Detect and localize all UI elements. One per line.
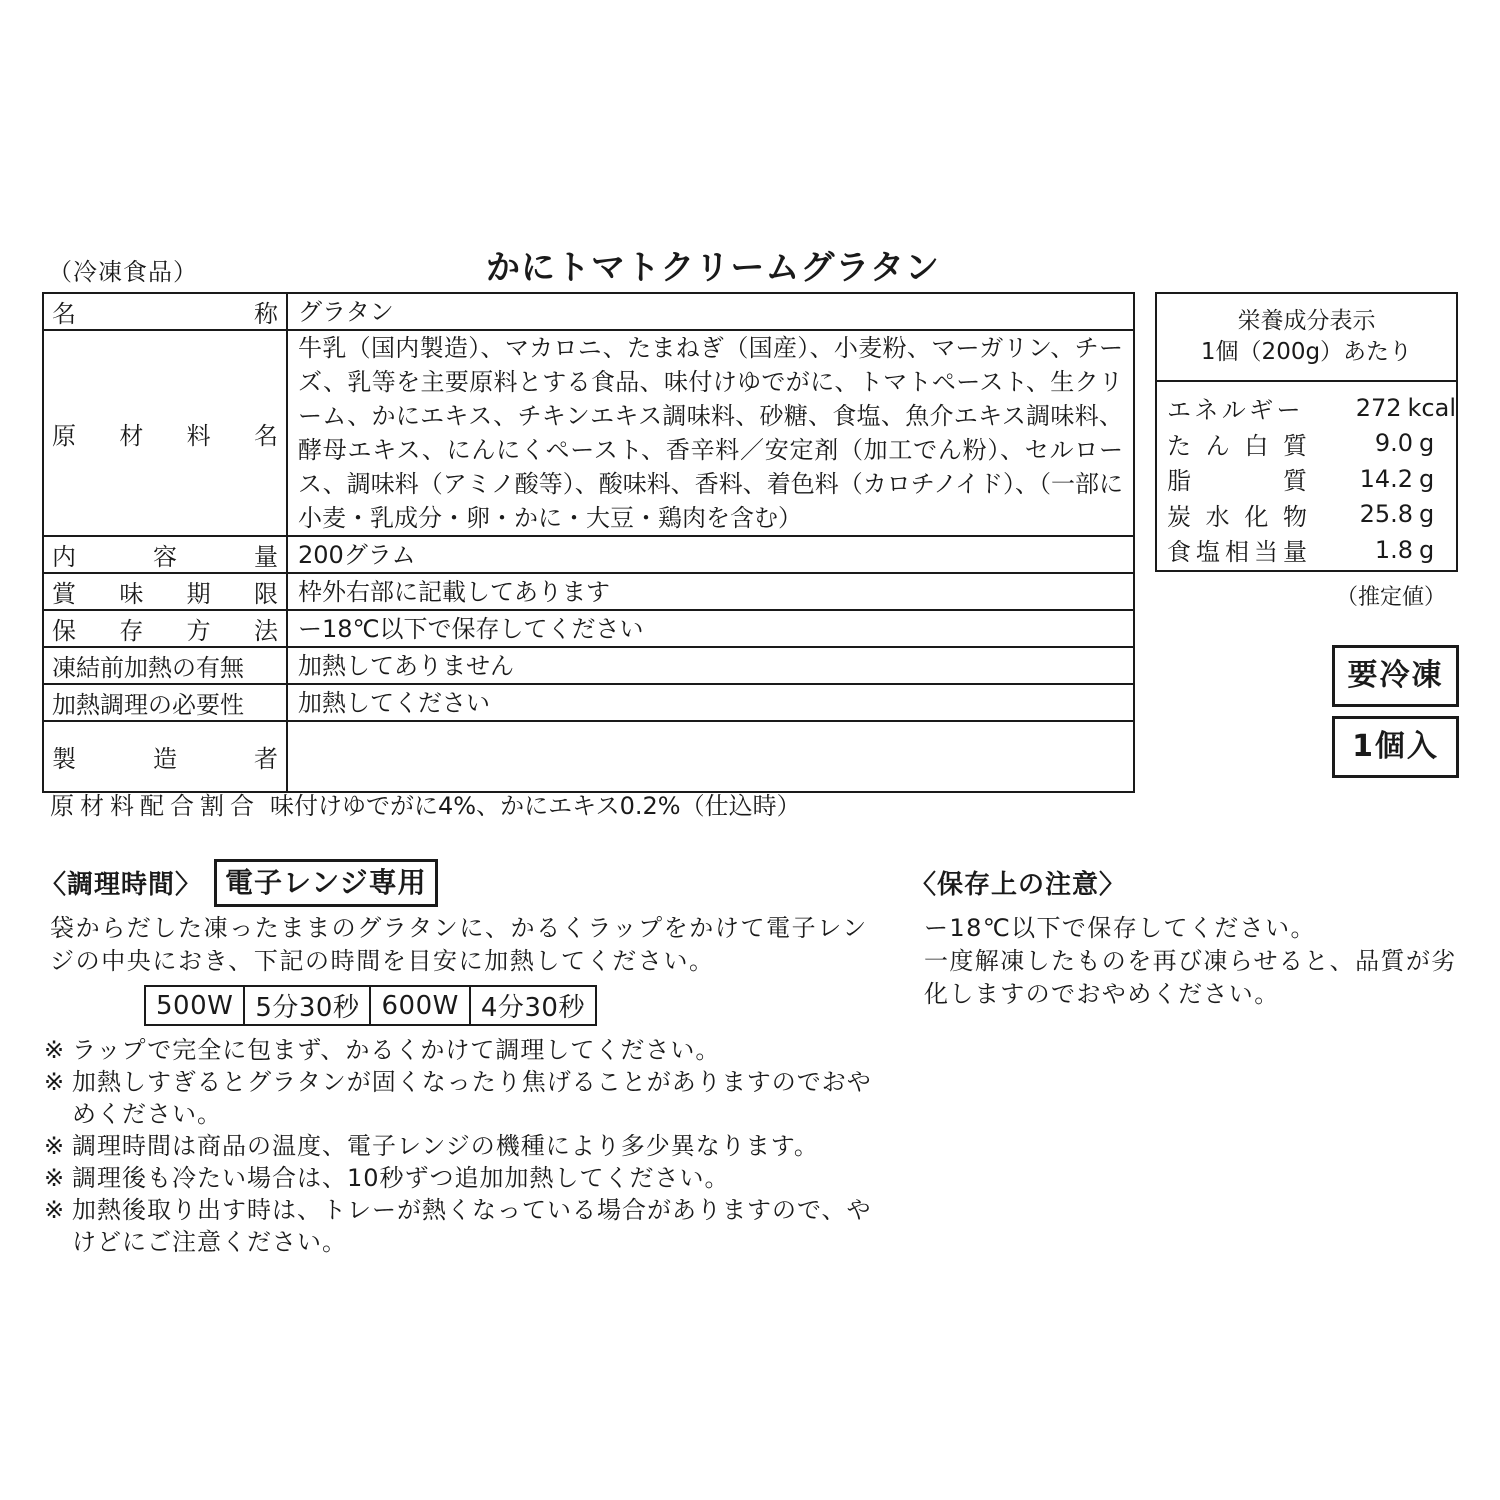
note-text: 調理後も冷たい場合は、10秒ずつ追加加熱してください。	[72, 1164, 730, 1192]
note-text: 調理時間は商品の温度、電子レンジの機種により多少異なります。	[72, 1132, 819, 1160]
key-char: 方	[186, 617, 211, 645]
key-char: 質	[1282, 431, 1307, 460]
nutrient-unit: g	[1419, 500, 1435, 529]
key-char: 白	[1244, 431, 1269, 460]
storage-note-line: 一度解凍したものを再び凍らせると、品質が劣化しますのでおやめください。	[924, 947, 1457, 1008]
row-value-manufacturer	[287, 721, 1134, 792]
key-char: 称	[254, 300, 278, 328]
key-char: 味	[119, 580, 144, 608]
row-key	[43, 330, 287, 536]
time-500: 5分30秒	[244, 986, 370, 1025]
nutrition-facts-box	[1155, 292, 1458, 572]
nutrient-value: 25.8	[1359, 500, 1413, 529]
key-char: 造	[153, 745, 177, 773]
note-mark: ※	[44, 1036, 66, 1064]
key-char: 保	[52, 617, 76, 645]
nutrition-estimate-note: （推定値）	[1336, 585, 1447, 610]
wattage-500: 500W	[145, 986, 244, 1025]
table-row	[43, 573, 1134, 610]
nutrition-title: 栄養成分表示	[1237, 308, 1376, 334]
nutrition-row-protein	[1167, 426, 1456, 462]
note-mark: ※	[44, 1164, 66, 1192]
key-char: ー	[1276, 396, 1301, 425]
label-table	[42, 292, 1135, 793]
key-char: 法	[253, 617, 278, 645]
ingredient-ratio-label: 原材料配合割合	[50, 792, 260, 820]
table-row	[43, 647, 1134, 684]
key-content	[52, 537, 278, 572]
key-manufacturer	[52, 739, 278, 774]
nutrition-row-salt	[1167, 532, 1456, 568]
key-char: た	[1167, 431, 1191, 460]
key-char: 凍結前加熱の有無	[52, 654, 244, 682]
row-value-heating-required: 加熱してください	[287, 684, 1134, 721]
key-char: 物	[1282, 502, 1307, 531]
key-ingredients	[52, 416, 278, 451]
note-text: ラップで完全に包まず、かるくかけて調理してください。	[72, 1036, 721, 1064]
key-char: ん	[1205, 431, 1230, 460]
key-char: 賞	[52, 580, 76, 608]
table-row	[43, 721, 1134, 792]
nutrient-unit: kcal	[1407, 393, 1456, 422]
ingredient-ratio-value: 味付けゆでがに4%、かにエキス0.2%（仕込時）	[270, 792, 801, 820]
cooking-time-heading: 〈調理時間〉	[40, 870, 203, 900]
wattage-600: 600W	[370, 986, 469, 1025]
key-char: 材	[119, 421, 144, 450]
nutrient-value: 272	[1355, 393, 1402, 422]
list-item	[44, 1194, 874, 1258]
key-char: 加熱調理の必要性	[52, 691, 244, 719]
ingredient-ratio	[50, 786, 801, 821]
key-char: 料	[186, 421, 211, 450]
table-row	[145, 986, 596, 1025]
nutrition-rows	[1157, 382, 1456, 568]
key-char: 名	[253, 421, 278, 450]
row-key	[43, 573, 287, 610]
row-value-ingredients: 牛乳（国内製造）、マカロニ、たまねぎ（国産）、小麦粉、マーガリン、チーズ、乳等を主要原料とする食品、味付けゆでがに、トマトペースト、生クリーム、かにエキス、チキンエキス調味料、砂糖、食塩、魚介エキス調味料、酵母エキス、にんにくペースト、香辛料／安定剤（加工でん粉）、セルロース、調味料（アミノ酸等）、酸味料、香料、着色料（カロチノイド）、（一部に小麦・乳成分・卵・かに・大豆・鶏肉を含む）	[287, 330, 1134, 536]
key-char: 原	[52, 421, 76, 450]
table-row	[43, 684, 1134, 721]
note-text: 加熱後取り出す時は、トレーが熱くなっている場合がありますので、やけどにご注意ください。	[72, 1196, 872, 1256]
table-row	[43, 293, 1134, 330]
key-char: 製	[52, 745, 76, 773]
key-storage	[52, 611, 278, 646]
nutrient-name	[1167, 390, 1300, 425]
product-title: かにトマトクリームグラタン	[486, 248, 940, 288]
key-char: 名	[52, 300, 76, 328]
nutrient-unit: g	[1419, 464, 1435, 493]
key-char: 量	[254, 543, 278, 571]
nutrition-row-carbohydrate	[1167, 497, 1456, 533]
note-text: 加熱しすぎるとグラタンが固くなったり焦げることがありますのでおやめください。	[72, 1068, 872, 1128]
time-600: 4分30秒	[470, 986, 596, 1025]
row-value-preheat: 加熱してありません	[287, 647, 1134, 684]
key-char: 内	[52, 543, 76, 571]
table-row	[43, 330, 1134, 536]
key-char: 脂	[1167, 467, 1191, 496]
key-char: ル	[1221, 396, 1246, 425]
nutrient-name	[1167, 461, 1307, 496]
list-item	[44, 1130, 874, 1162]
key-preheat	[52, 648, 278, 683]
keep-frozen-badge: 要冷凍	[1332, 645, 1459, 707]
key-char: 相	[1225, 538, 1249, 567]
table-row	[43, 536, 1134, 573]
key-char: 当	[1254, 538, 1278, 567]
row-key	[43, 684, 287, 721]
key-char: ギ	[1249, 396, 1274, 425]
cooking-instructions: 袋からだした凍ったままのグラタンに、かるくラップをかけて電子レンジの中央におき、下記の時間を目安に加熱してください。	[50, 914, 868, 975]
note-mark: ※	[44, 1068, 66, 1096]
nutrition-row-fat	[1167, 461, 1456, 497]
key-best-before	[52, 574, 278, 609]
cooking-notes	[44, 1034, 874, 1258]
key-char: 塩	[1196, 538, 1220, 567]
item-count-badge: 1個入	[1332, 716, 1459, 778]
row-key	[43, 536, 287, 573]
nutrition-serving: 1個（200g）あたり	[1200, 339, 1413, 365]
key-heating-required	[52, 685, 278, 720]
cooking-time-table	[144, 985, 597, 1026]
key-char: 限	[253, 580, 278, 608]
list-item	[44, 1034, 874, 1066]
list-item	[44, 1066, 874, 1130]
storage-note-line: ー18℃以下で保存してください。	[924, 914, 1316, 942]
nutrient-value: 9.0	[1374, 429, 1413, 458]
row-key	[43, 610, 287, 647]
row-value-content: 200グラム	[287, 536, 1134, 573]
key-char: ネ	[1194, 396, 1219, 425]
microwave-only-badge: 電子レンジ専用	[214, 859, 438, 907]
row-key	[43, 721, 287, 792]
key-char: 容	[153, 543, 177, 571]
nutrient-name	[1167, 497, 1307, 532]
nutrient-unit: g	[1419, 429, 1435, 458]
category-label: （冷凍食品）	[48, 258, 198, 286]
row-value-best-before: 枠外右部に記載してあります	[287, 573, 1134, 610]
nutrition-row-energy	[1167, 390, 1456, 426]
nutrient-name	[1167, 532, 1307, 567]
nutrient-value: 1.8	[1374, 535, 1413, 564]
row-key	[43, 647, 287, 684]
key-char: 質	[1283, 467, 1307, 496]
key-char: エ	[1167, 396, 1191, 425]
nutrient-name	[1167, 426, 1307, 461]
note-mark: ※	[44, 1132, 66, 1160]
row-value-storage: ー18℃以下で保存してください	[287, 610, 1134, 647]
key-char: 量	[1283, 538, 1307, 567]
nutrient-value: 14.2	[1359, 464, 1413, 493]
nutrition-header	[1157, 294, 1456, 382]
key-char: 期	[186, 580, 211, 608]
list-item	[44, 1162, 874, 1194]
key-name	[52, 294, 278, 329]
key-char: 存	[119, 617, 144, 645]
note-mark: ※	[44, 1196, 66, 1224]
nutrient-unit: g	[1419, 535, 1435, 564]
key-char: 食	[1167, 538, 1191, 567]
storage-notes	[924, 912, 1464, 1011]
row-key	[43, 293, 287, 330]
storage-notes-heading: 〈保存上の注意〉	[910, 870, 1127, 900]
table-row	[43, 610, 1134, 647]
key-char: 炭	[1167, 502, 1191, 531]
row-value-name: グラタン	[287, 293, 1134, 330]
key-char: 者	[254, 745, 278, 773]
key-char: 化	[1244, 502, 1269, 531]
key-char: 水	[1205, 502, 1230, 531]
